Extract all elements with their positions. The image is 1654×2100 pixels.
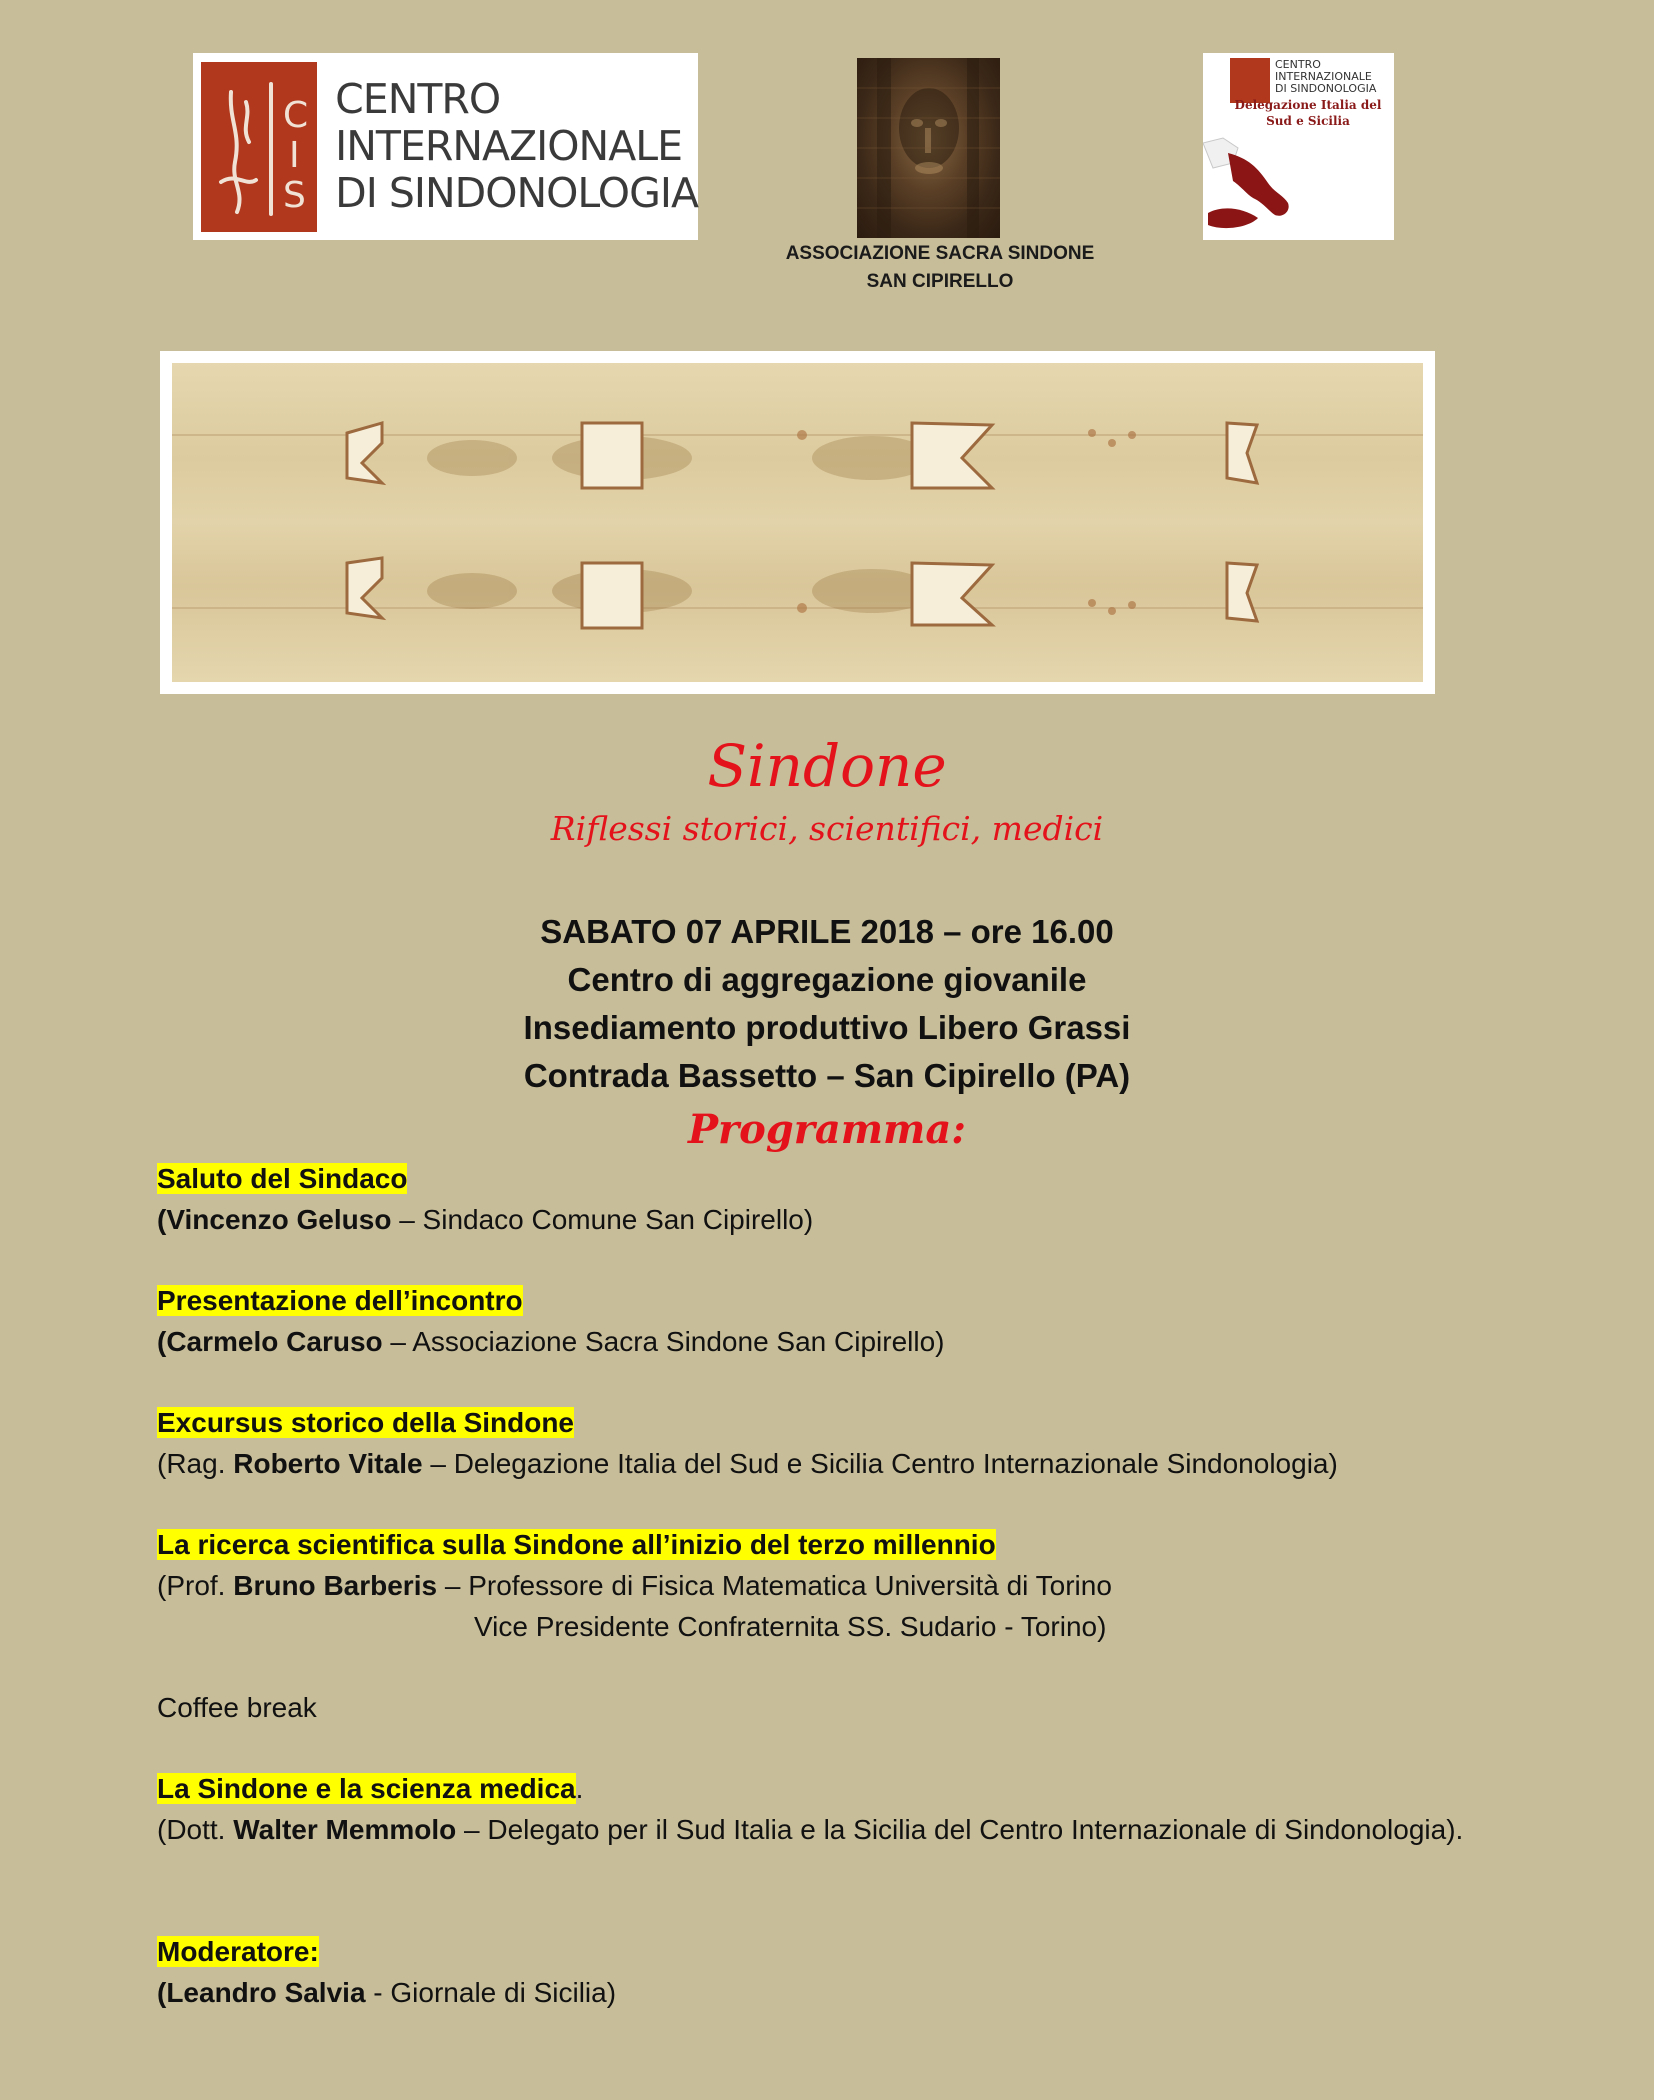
association-caption-line1: ASSOCIAZIONE SACRA SINDONE bbox=[785, 243, 1095, 264]
association-caption-line2: SAN CIPIRELLO bbox=[866, 271, 1014, 292]
svg-text:I: I bbox=[289, 134, 300, 176]
delegation-logo bbox=[1203, 53, 1394, 240]
speaker-name: Walter Memmolo bbox=[233, 1814, 457, 1845]
program-item-title: Moderatore: bbox=[157, 1936, 319, 1967]
delegation-logo-line2: INTERNAZIONALE bbox=[1275, 70, 1372, 83]
program-item-presentazione bbox=[157, 1280, 1497, 1362]
programma-heading: Programma: bbox=[687, 1106, 967, 1153]
program-item-title: La Sindone e la scienza medica bbox=[157, 1773, 576, 1804]
speaker-role: – Sindaco Comune San Cipirello) bbox=[391, 1204, 814, 1235]
speaker-role: – Delegato per il Sud Italia e la Sicilia del Centro Internazionale di Sindonologia). bbox=[456, 1814, 1464, 1845]
program-item-title: Saluto del Sindaco bbox=[157, 1163, 408, 1194]
coffee-break-label: Coffee break bbox=[157, 1692, 317, 1723]
paren: ( bbox=[157, 1326, 167, 1357]
program-item-title: La ricerca scientifica sulla Sindone all’inizio del terzo millennio bbox=[157, 1529, 996, 1560]
event-title: Sindone bbox=[707, 732, 947, 800]
cis-logo bbox=[193, 53, 698, 240]
event-subtitle: Riflessi storici, scientifici, medici bbox=[550, 809, 1104, 848]
program-item-excursus bbox=[157, 1402, 1497, 1484]
speaker-role-line2: Vice Presidente Confraternita SS. Sudario - Torino) bbox=[474, 1611, 1107, 1642]
shroud-banner-image bbox=[160, 351, 1435, 694]
speaker-prefix: (Prof. bbox=[157, 1570, 234, 1601]
svg-text:C: C bbox=[283, 94, 309, 136]
speaker-role: – Delegazione Italia del Sud e Sicilia Centro Internazionale Sindonologia) bbox=[422, 1448, 1338, 1479]
event-info bbox=[0, 908, 1654, 1100]
paren: ( bbox=[157, 1977, 167, 2008]
title-period: . bbox=[575, 1773, 584, 1804]
cis-emblem-icon bbox=[201, 62, 317, 232]
speaker-name: Bruno Barberis bbox=[233, 1570, 438, 1601]
speaker-name: Roberto Vitale bbox=[233, 1448, 423, 1479]
program-item-saluto bbox=[157, 1158, 1497, 1240]
event-place-line2: Insediamento produttivo Libero Grassi bbox=[523, 1009, 1131, 1046]
shroud-face-image bbox=[857, 58, 1000, 238]
association-caption bbox=[770, 240, 1110, 296]
delegation-logo-line3: DI SINDONOLOGIA bbox=[1275, 82, 1377, 95]
delegation-logo-subtitle: Delegazione Italia del Sud e Sicilia bbox=[1234, 98, 1382, 128]
speaker-name: Leandro Salvia bbox=[166, 1977, 366, 2008]
speaker-role: - Giornale di Sicilia) bbox=[365, 1977, 617, 2008]
program-item-title: Excursus storico della Sindone bbox=[157, 1407, 575, 1438]
svg-text:S: S bbox=[283, 174, 306, 216]
cis-logo-line2: INTERNAZIONALE bbox=[335, 122, 682, 170]
speaker-name: Vincenzo Geluso bbox=[166, 1204, 392, 1235]
cis-logo-line1: CENTRO bbox=[335, 75, 501, 123]
southern-italy-map-icon bbox=[1203, 133, 1394, 240]
speaker-prefix: (Rag. bbox=[157, 1448, 234, 1479]
cis-logo-line3: DI SINDONOLOGIA bbox=[335, 169, 698, 217]
event-place-line3: Contrada Bassetto – San Cipirello (PA) bbox=[523, 1057, 1131, 1094]
speaker-prefix: (Dott. bbox=[157, 1814, 234, 1845]
speaker-role: – Professore di Fisica Matematica Università di Torino bbox=[437, 1570, 1112, 1601]
event-date: SABATO 07 APRILE 2018 – ore 16.00 bbox=[540, 913, 1114, 950]
delegation-logo-line1: CENTRO bbox=[1275, 58, 1321, 71]
speaker-role: – Associazione Sacra Sindone San Cipirello) bbox=[382, 1326, 945, 1357]
coffee-break bbox=[157, 1687, 1497, 1728]
program-item-ricerca bbox=[157, 1524, 1497, 1647]
program-item-moderatore bbox=[157, 1931, 1497, 2013]
speaker-name: Carmelo Caruso bbox=[166, 1326, 383, 1357]
program-item-medica bbox=[157, 1768, 1497, 1850]
event-place-line1: Centro di aggregazione giovanile bbox=[567, 961, 1087, 998]
program-item-title: Presentazione dell’incontro bbox=[157, 1285, 523, 1316]
paren: ( bbox=[157, 1204, 167, 1235]
